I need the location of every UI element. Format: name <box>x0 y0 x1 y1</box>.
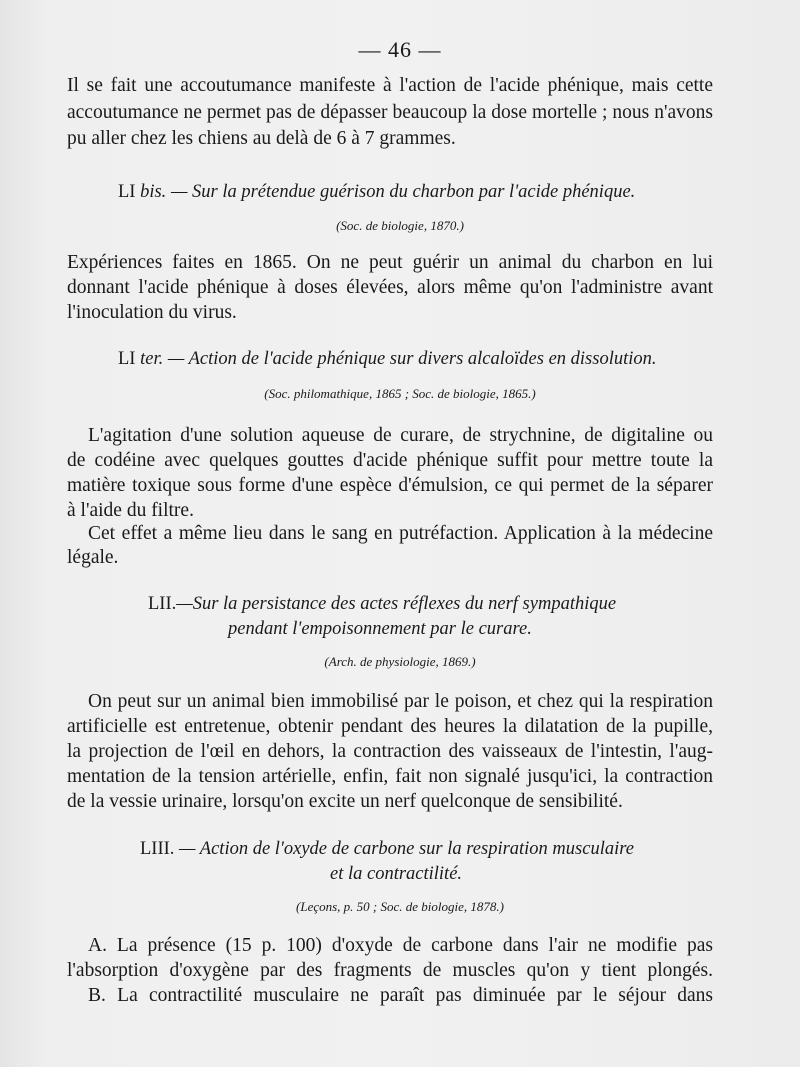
paragraph-line: Expériences faites en 1865. On ne peut guérir un animal du charbon en lui <box>67 252 713 273</box>
section-title: — Action de l'oxyde de carbone sur la respiration musculaire <box>179 839 634 859</box>
section-title: — Action de l'acide phénique sur divers alcaloïdes en dissolution. <box>167 349 657 369</box>
section-heading-li-bis <box>118 180 635 204</box>
section-title-line2 <box>228 617 532 641</box>
section-number: LI <box>118 182 136 202</box>
paragraph-line: On peut sur un animal bien immobilisé par le poison, et chez qui la respiration <box>88 691 713 712</box>
section-number: LI <box>118 349 136 369</box>
paragraph-line: matière toxique sous forme d'une espèce d'émulsion, ce qui permet de la séparer <box>67 475 713 496</box>
section-number: LII. <box>148 594 177 614</box>
paragraph-line: mentation de la tension artérielle, enfin, fait non signalé jusqu'ici, la contraction <box>67 766 713 787</box>
paragraph-line: Cet effet a même lieu dans le sang en putréfaction. Application à la médecine <box>88 523 713 544</box>
paragraph-line: l'inoculation du virus. <box>67 302 237 323</box>
section-title: — Sur la prétendue guérison du charbon par l'acide phénique. <box>170 182 636 202</box>
section-suffix: ter. <box>140 349 164 369</box>
paragraph-line: A. La présence (15 p. 100) d'oxyde de carbone dans l'air ne modifie pas <box>88 935 713 956</box>
paragraph-line: L'agitation d'une solution aqueuse de curare, de strychnine, de digitaline ou <box>88 425 713 446</box>
paragraph-line: pu aller chez les chiens au delà de 6 à 7 grammes. <box>67 128 456 149</box>
section-heading-li-ter <box>118 347 657 371</box>
page-number: — 46 — <box>358 37 442 62</box>
section-reference: (Soc. philomathique, 1865 ; Soc. de biologie, 1865.) <box>264 386 536 401</box>
paragraph-line: à l'aide du filtre. <box>67 500 194 521</box>
paragraph-line: de la vessie urinaire, lorsqu'on excite un nerf quelconque de sensibilité. <box>67 791 623 812</box>
section-reference: (Arch. de physiologie, 1869.) <box>324 654 476 669</box>
paragraph-line: accoutumance ne permet pas de dépasser beaucoup la dose mortelle ; nous n'avons <box>67 102 713 123</box>
paragraph-line: Il se fait une accoutumance manifeste à l'action de l'acide phénique, mais cette <box>67 75 713 96</box>
section-heading-lii <box>148 592 616 616</box>
section-reference: (Leçons, p. 50 ; Soc. de biologie, 1878.) <box>296 899 504 914</box>
paragraph-line: l'absorption d'oxygène par des fragments de muscles qu'on y tient plongés. <box>67 960 713 981</box>
section-title: pendant l'empoisonnement par le curare. <box>228 619 532 639</box>
section-title: —Sur la persistance des actes réflexes du nerf sympathique <box>176 594 617 614</box>
paragraph-line: B. La contractilité musculaire ne paraît pas diminuée par le séjour dans <box>88 985 713 1006</box>
paragraph-line: donnant l'acide phénique à doses élevées, alors même qu'on l'administre avant <box>67 277 713 298</box>
paragraph-line: de codéine avec quelques gouttes d'acide phénique suffit pour mettre toute la <box>67 450 713 471</box>
section-title: et la contractilité. <box>330 864 463 884</box>
section-heading-liii <box>140 837 634 861</box>
paragraph-line: légale. <box>67 547 119 568</box>
section-reference: (Soc. de biologie, 1870.) <box>336 218 464 233</box>
section-number: LIII. <box>140 839 175 859</box>
section-title-line2 <box>330 862 462 886</box>
paragraph-line: artificielle est entretenue, obtenir pendant des heures la dilatation de la pupille, <box>67 716 713 737</box>
section-suffix: bis. <box>140 182 167 202</box>
paragraph-line: la projection de l'œil en dehors, la contraction des vaisseaux de l'intestin, l'aug- <box>67 741 713 762</box>
